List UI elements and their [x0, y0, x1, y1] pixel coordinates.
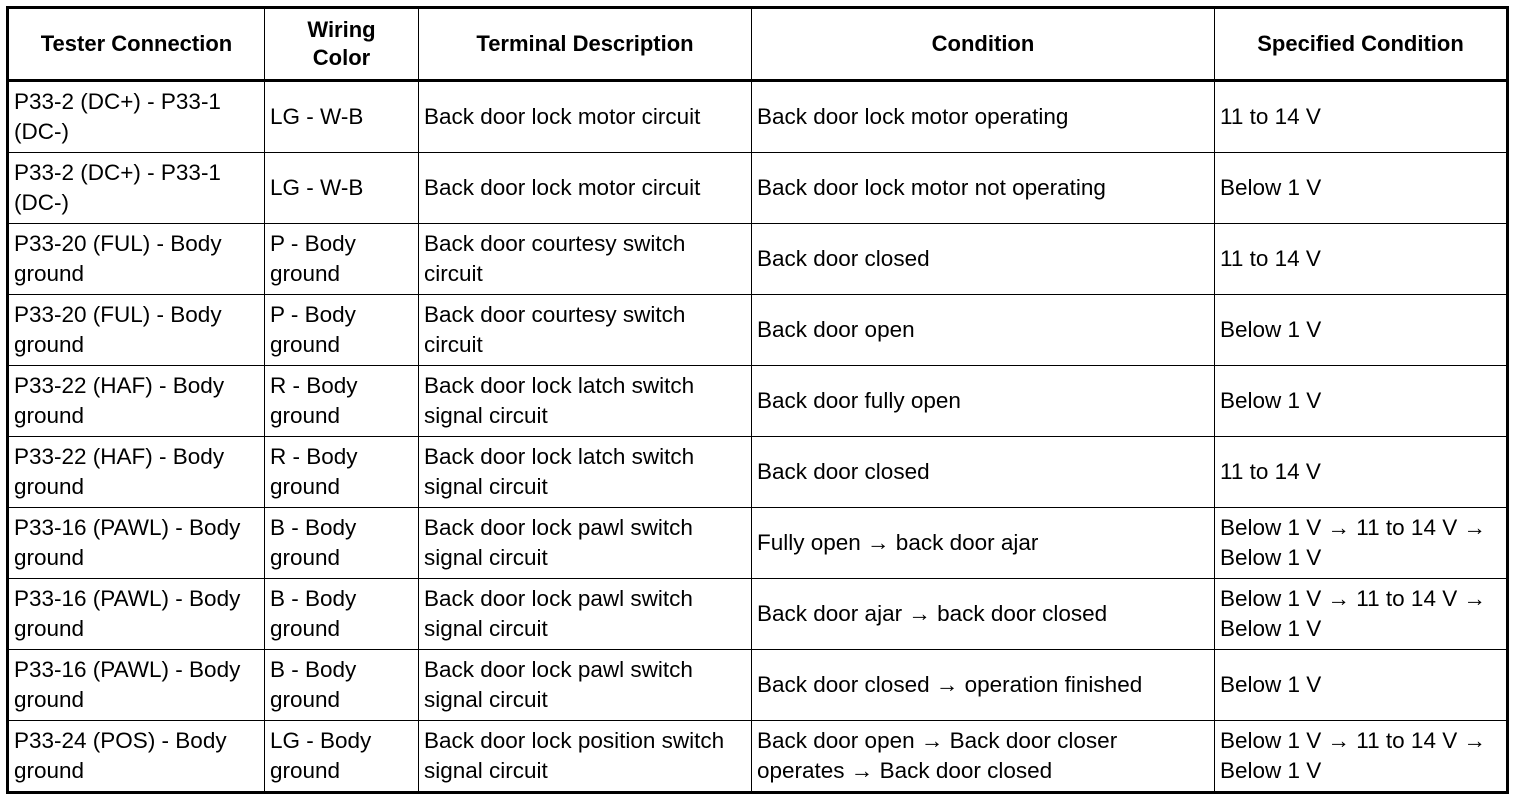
- header-wiring-color: Wiring Color: [265, 8, 419, 81]
- cell-tester-connection: P33-20 (FUL) - Body ground: [8, 295, 265, 366]
- cell-specified-condition: Below 1 V: [1215, 650, 1508, 721]
- cell-terminal-description: Back door courtesy switch circuit: [419, 224, 752, 295]
- cell-specified-condition: 11 to 14 V: [1215, 224, 1508, 295]
- cell-condition: Back door ajar → back door closed: [752, 579, 1215, 650]
- cell-wiring-color: B - Body ground: [265, 579, 419, 650]
- header-tester-connection: Tester Connection: [8, 8, 265, 81]
- table-row: [8, 579, 1508, 650]
- cell-wiring-color: LG - W-B: [265, 81, 419, 153]
- table-row: [8, 224, 1508, 295]
- cell-condition: Back door closed → operation finished: [752, 650, 1215, 721]
- table-wrapper: [6, 6, 1509, 794]
- table-row: [8, 508, 1508, 579]
- cell-condition: Back door lock motor not operating: [752, 153, 1215, 224]
- cell-condition: Back door open → Back door closer operates → Back door closed: [752, 721, 1215, 793]
- header-specified-condition: Specified Condition: [1215, 8, 1508, 81]
- cell-terminal-description: Back door lock pawl switch signal circuit: [419, 579, 752, 650]
- cell-wiring-color: R - Body ground: [265, 437, 419, 508]
- header-row: [8, 8, 1508, 81]
- cell-wiring-color: B - Body ground: [265, 650, 419, 721]
- cell-specified-condition: 11 to 14 V: [1215, 437, 1508, 508]
- table-row: [8, 650, 1508, 721]
- cell-terminal-description: Back door lock motor circuit: [419, 81, 752, 153]
- cell-terminal-description: Back door lock pawl switch signal circuit: [419, 508, 752, 579]
- cell-tester-connection: P33-22 (HAF) - Body ground: [8, 366, 265, 437]
- cell-tester-connection: P33-16 (PAWL) - Body ground: [8, 650, 265, 721]
- cell-tester-connection: P33-16 (PAWL) - Body ground: [8, 508, 265, 579]
- cell-condition: Back door fully open: [752, 366, 1215, 437]
- header-terminal-description: Terminal Description: [419, 8, 752, 81]
- cell-tester-connection: P33-16 (PAWL) - Body ground: [8, 579, 265, 650]
- cell-terminal-description: Back door lock pawl switch signal circuit: [419, 650, 752, 721]
- cell-tester-connection: P33-24 (POS) - Body ground: [8, 721, 265, 793]
- cell-specified-condition: Below 1 V: [1215, 153, 1508, 224]
- cell-wiring-color: LG - Body ground: [265, 721, 419, 793]
- cell-specified-condition: Below 1 V: [1215, 366, 1508, 437]
- table-row: [8, 81, 1508, 153]
- cell-tester-connection: P33-22 (HAF) - Body ground: [8, 437, 265, 508]
- cell-tester-connection: P33-2 (DC+) - P33-1 (DC-): [8, 153, 265, 224]
- cell-wiring-color: R - Body ground: [265, 366, 419, 437]
- cell-condition: Back door closed: [752, 437, 1215, 508]
- table-row: [8, 153, 1508, 224]
- cell-condition: Back door closed: [752, 224, 1215, 295]
- cell-specified-condition: Below 1 V → 11 to 14 V → Below 1 V: [1215, 721, 1508, 793]
- cell-terminal-description: Back door courtesy switch circuit: [419, 295, 752, 366]
- cell-condition: Fully open → back door ajar: [752, 508, 1215, 579]
- cell-condition: Back door lock motor operating: [752, 81, 1215, 153]
- cell-terminal-description: Back door lock motor circuit: [419, 153, 752, 224]
- cell-terminal-description: Back door lock latch switch signal circuit: [419, 437, 752, 508]
- cell-tester-connection: P33-20 (FUL) - Body ground: [8, 224, 265, 295]
- table-row: [8, 366, 1508, 437]
- cell-wiring-color: P - Body ground: [265, 224, 419, 295]
- cell-terminal-description: Back door lock position switch signal circuit: [419, 721, 752, 793]
- specification-table: [6, 6, 1509, 794]
- cell-tester-connection: P33-2 (DC+) - P33-1 (DC-): [8, 81, 265, 153]
- cell-specified-condition: Below 1 V → 11 to 14 V → Below 1 V: [1215, 579, 1508, 650]
- cell-wiring-color: B - Body ground: [265, 508, 419, 579]
- table-row: [8, 721, 1508, 793]
- cell-specified-condition: Below 1 V: [1215, 295, 1508, 366]
- table-row: [8, 295, 1508, 366]
- cell-wiring-color: LG - W-B: [265, 153, 419, 224]
- cell-specified-condition: Below 1 V → 11 to 14 V → Below 1 V: [1215, 508, 1508, 579]
- header-condition: Condition: [752, 8, 1215, 81]
- cell-wiring-color: P - Body ground: [265, 295, 419, 366]
- cell-specified-condition: 11 to 14 V: [1215, 81, 1508, 153]
- cell-terminal-description: Back door lock latch switch signal circuit: [419, 366, 752, 437]
- cell-condition: Back door open: [752, 295, 1215, 366]
- table-row: [8, 437, 1508, 508]
